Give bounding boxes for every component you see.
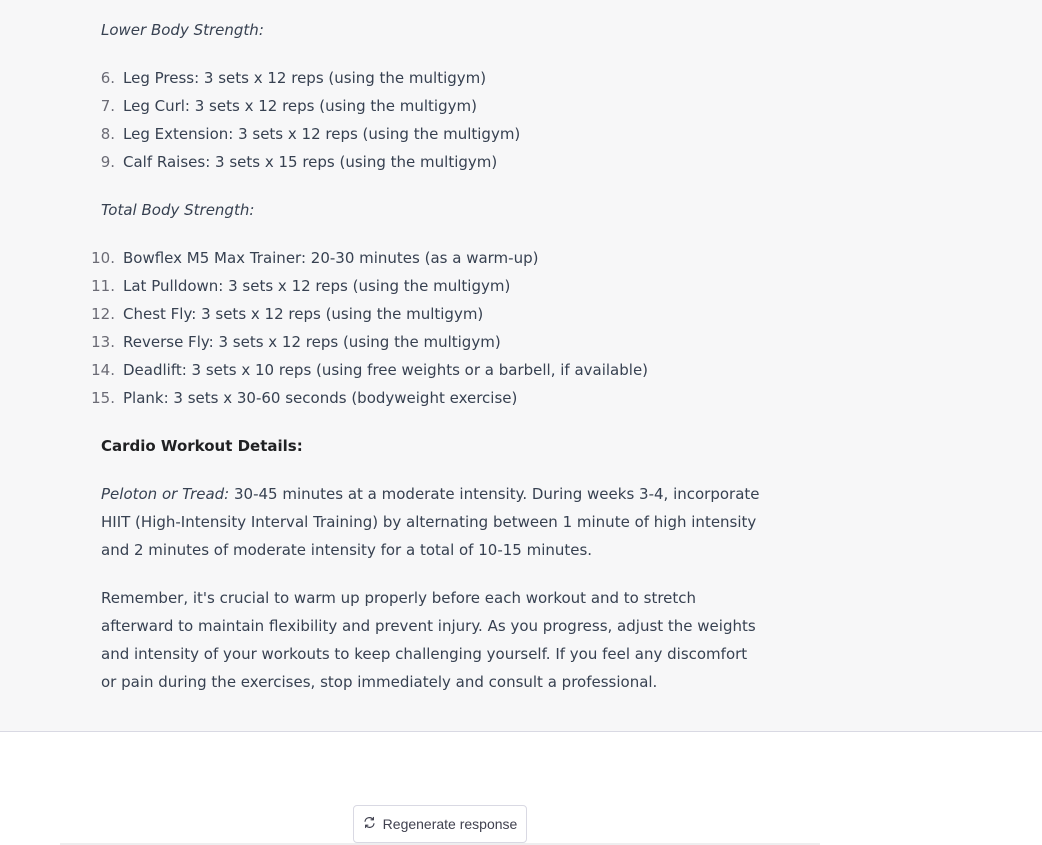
- regenerate-label: Regenerate response: [382, 816, 518, 832]
- regenerate-response-button[interactable]: [353, 805, 527, 843]
- list-item-text: Bowflex M5 Max Trainer: 20-30 minutes (as a warm-up): [123, 249, 539, 267]
- list-number: 15.: [91, 389, 115, 407]
- list-item: [91, 384, 761, 412]
- lower-body-heading: Lower Body Strength:: [101, 21, 264, 39]
- list-item: [101, 64, 761, 92]
- list-number: 8.: [100, 125, 115, 143]
- list-item-text: Deadlift: 3 sets x 10 reps (using free weights or a barbell, if available): [123, 361, 649, 379]
- refresh-icon: [363, 816, 376, 832]
- list-number: 11.: [91, 277, 115, 295]
- list-number: 6.: [100, 69, 115, 87]
- list-number: 10.: [91, 249, 115, 267]
- list-item-text: Leg Press: 3 sets x 12 reps (using the multigym): [123, 69, 487, 87]
- response-content: [91, 16, 761, 716]
- list-item-text: Reverse Fly: 3 sets x 12 reps (using the multigym): [123, 333, 501, 351]
- list-item-text: Leg Extension: 3 sets x 12 reps (using the multigym): [123, 125, 521, 143]
- list-number: 7.: [100, 97, 115, 115]
- list-item: [91, 244, 761, 272]
- list-number: 12.: [91, 305, 115, 323]
- total-body-list: [91, 244, 761, 412]
- list-item: [91, 328, 761, 356]
- total-body-heading: Total Body Strength:: [101, 201, 255, 219]
- list-item-text: Chest Fly: 3 sets x 12 reps (using the multigym): [123, 305, 484, 323]
- cardio-heading: Cardio Workout Details:: [101, 437, 303, 455]
- list-number: 13.: [91, 333, 115, 351]
- cardio-body: 30-45 minutes at a moderate intensity. During weeks 3-4, incorporate HIIT (High-Intensity Interval Training) by alternating between 1 minute of high intensity and 2 minutes of moderate intensity for a total of 10-15 minutes.: [101, 485, 760, 559]
- list-item-text: Leg Curl: 3 sets x 12 reps (using the multigym): [123, 97, 477, 115]
- list-item-text: Plank: 3 sets x 30-60 seconds (bodyweight exercise): [123, 389, 518, 407]
- closing-paragraph: Remember, it's crucial to warm up properly before each workout and to stretch afterward to maintain flexibility and prevent injury. As you progress, adjust the weights and intensity of your workouts to keep challenging yourself. If you feel any discomfort or pain during the exercises, stop immediately and consult a professional.: [101, 589, 756, 691]
- list-item-text: Lat Pulldown: 3 sets x 12 reps (using the multigym): [123, 277, 511, 295]
- cardio-paragraph: [101, 480, 761, 564]
- list-item: [91, 356, 761, 384]
- list-item: [101, 148, 761, 176]
- cardio-lead: Peloton or Tread:: [101, 485, 230, 503]
- list-item: [91, 300, 761, 328]
- lower-body-list: [101, 64, 761, 176]
- list-item: [101, 92, 761, 120]
- list-number: 14.: [91, 361, 115, 379]
- list-item: [91, 272, 761, 300]
- list-number: 9.: [100, 153, 115, 171]
- list-item: [101, 120, 761, 148]
- list-item-text: Calf Raises: 3 sets x 15 reps (using the multigym): [123, 153, 498, 171]
